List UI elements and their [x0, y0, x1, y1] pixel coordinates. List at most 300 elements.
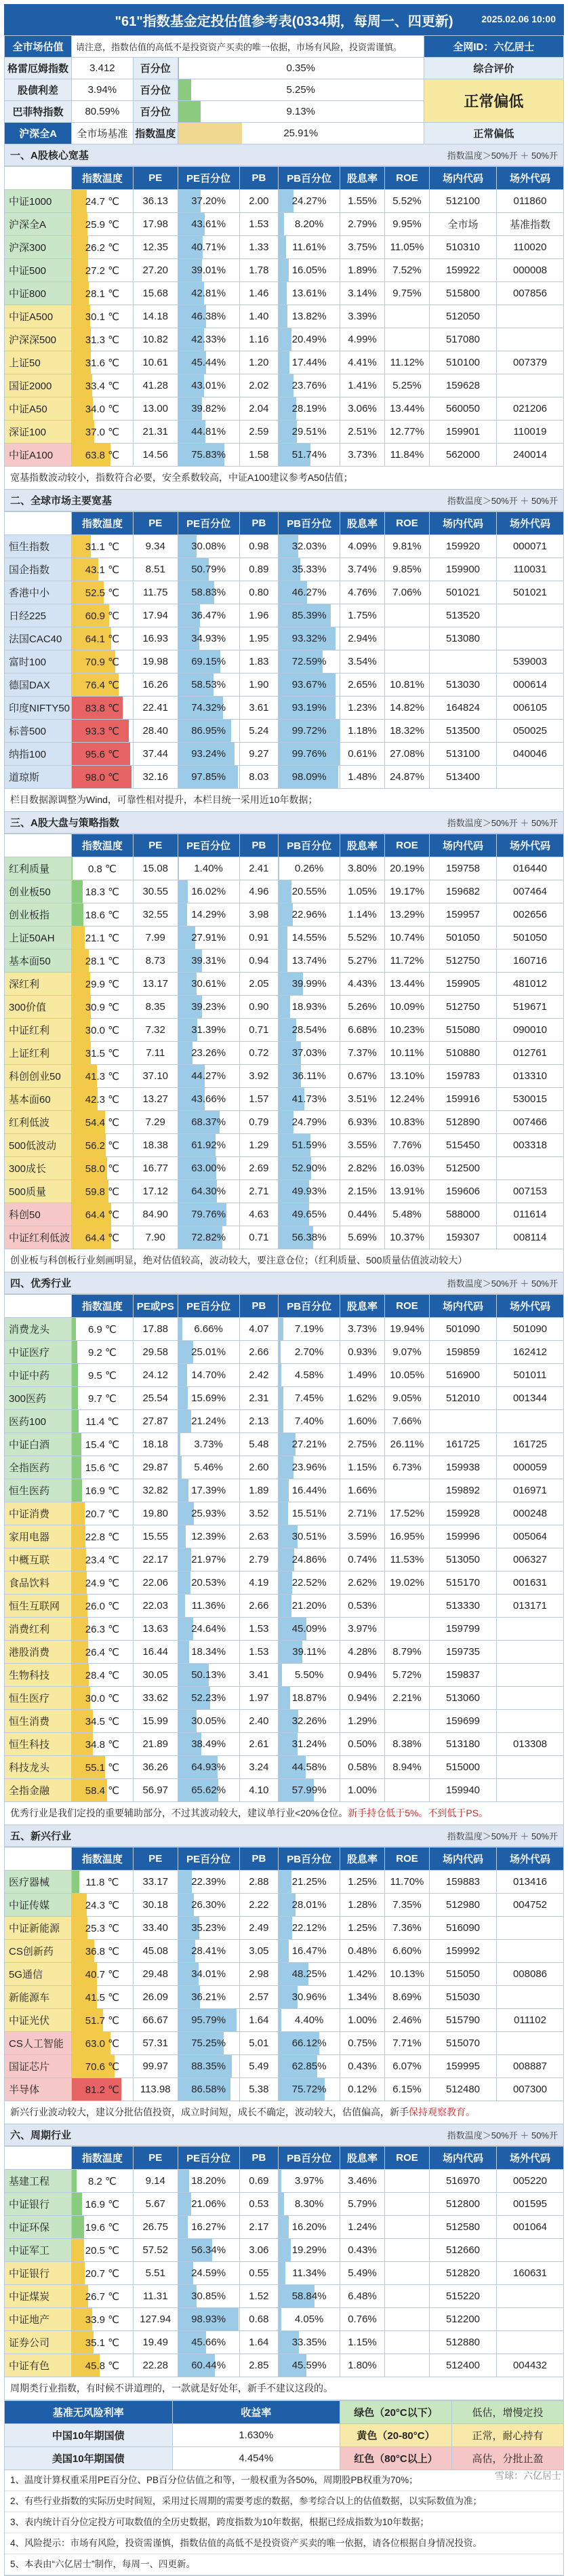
value-text: 34.5 ℃	[85, 1716, 119, 1728]
offexchange-code: 007464	[497, 880, 564, 903]
value-text: 93.19%	[292, 702, 327, 714]
roe-value: 7.06%	[385, 581, 430, 604]
index-name: 中证医疗	[5, 1341, 72, 1364]
pe-value: 32.82	[133, 1479, 178, 1502]
pb-value: 3.41	[239, 1664, 279, 1687]
dividend-yield: 3.74%	[340, 558, 385, 581]
market-row-metric: 百分位	[133, 79, 178, 101]
value-text: 11.8 ℃	[85, 1877, 119, 1888]
offexchange-code: 016440	[497, 857, 564, 880]
table-row	[5, 1779, 564, 1802]
offexchange-code	[497, 1687, 564, 1710]
header-cell: PE	[133, 834, 178, 857]
index-temperature	[72, 1687, 134, 1710]
offexchange-code: 005220	[497, 2170, 564, 2193]
onexchange-code: 588000	[430, 1203, 497, 1226]
offexchange-code: 110031	[497, 558, 564, 581]
section-legend: 指数温度＞50%开 ＋ 50%开	[447, 1276, 558, 1289]
value-text: 28.41%	[191, 1945, 226, 1957]
roe-value: 8.38%	[385, 1733, 430, 1756]
pb-percentile	[279, 1318, 340, 1341]
dividend-yield: 1.42%	[340, 1963, 385, 1986]
index-temperature	[72, 581, 134, 604]
value-bar	[72, 2193, 82, 2215]
pb-value: 2.41	[239, 857, 279, 880]
pe-value: 37.44	[133, 743, 178, 766]
value-bar	[178, 1387, 188, 1409]
onexchange-code: 516090	[430, 1917, 497, 1940]
header-cell: 场外代码	[497, 834, 564, 857]
pe-percentile	[178, 903, 239, 926]
update-date: 2025.02.06 10:00	[481, 14, 556, 24]
index-temperature	[72, 2193, 134, 2216]
pe-value: 22.03	[133, 1595, 178, 1618]
header-cell	[5, 167, 72, 190]
pb-value: 2.60	[239, 1456, 279, 1479]
onexchange-code: 159783	[430, 1065, 497, 1088]
value-text: 15.69%	[191, 1392, 226, 1404]
value-text: 16.44%	[292, 1485, 327, 1496]
onexchange-code: 510310	[430, 236, 497, 259]
pe-value: 37.10	[133, 1065, 178, 1088]
onexchange-code: 159996	[430, 1525, 497, 1548]
value-text: 8.2 ℃	[88, 2176, 117, 2187]
value-text: 20.5 ℃	[85, 2245, 119, 2257]
value-text: 98.09%	[292, 771, 327, 783]
dividend-yield: 3.80%	[340, 857, 385, 880]
dividend-yield: 3.75%	[340, 236, 385, 259]
onexchange-code: 159992	[430, 1940, 497, 1963]
value-bar	[72, 2170, 77, 2192]
onexchange-code: 510100	[430, 351, 497, 374]
value-text: 68.37%	[191, 1116, 226, 1128]
pe-percentile	[178, 1226, 239, 1249]
pb-percentile	[279, 743, 340, 766]
dividend-yield: 3.46%	[340, 2170, 385, 2193]
value-text: 64.93%	[191, 1761, 226, 1773]
pb-percentile	[279, 581, 340, 604]
table-row	[5, 880, 564, 903]
index-name: 中证A100	[5, 444, 72, 467]
offexchange-code: 539003	[497, 650, 564, 674]
index-temperature	[72, 1019, 134, 1042]
value-bar	[178, 857, 179, 880]
roe-value: 8.94%	[385, 1756, 430, 1779]
roe-value: 19.94%	[385, 1318, 430, 1341]
index-temperature	[72, 1664, 134, 1687]
value-text: 58.83%	[191, 587, 226, 598]
pb-percentile	[279, 1618, 340, 1641]
pe-percentile	[178, 1641, 239, 1664]
roe-value: 10.74%	[385, 926, 430, 950]
roe-value: 10.09%	[385, 996, 430, 1019]
index-temperature	[72, 1986, 134, 2009]
value-bar	[72, 1548, 86, 1571]
section-table	[4, 1294, 564, 1802]
value-text: 69.15%	[191, 656, 226, 667]
index-temperature	[72, 1548, 134, 1572]
pb-value: 2.61	[239, 1733, 279, 1756]
value-text: 36.21%	[191, 1991, 226, 2003]
onexchange-code: 512800	[430, 2193, 497, 2216]
index-temperature	[72, 397, 134, 421]
pb-value: 8.03	[239, 766, 279, 789]
value-bar	[72, 1387, 78, 1409]
note-text: 宽基指数波动较小，指数符合必要，安全系数较高，中证A100建议参考A50估值；	[10, 472, 353, 483]
value-text: 93.3 ℃	[85, 726, 119, 737]
pe-value: 84.90	[133, 1203, 178, 1226]
pb-percentile	[279, 880, 340, 903]
pb-value: 1.97	[239, 1687, 279, 1710]
footnote: 2、有些行业指数的实际历史时间短，采用过长周期的需要考虑的数据，参考综合以上的估值数据，以实际数值为准；	[5, 2491, 563, 2512]
dividend-yield: 3.51%	[340, 1088, 385, 1111]
pe-value: 66.67	[133, 2009, 178, 2032]
value-text: 43.66%	[191, 1093, 226, 1105]
table-row	[5, 766, 564, 789]
pe-percentile	[178, 697, 239, 720]
pe-percentile	[178, 2170, 239, 2193]
index-name: 中证红利低波	[5, 1226, 72, 1249]
header-cell: 场内代码	[430, 1848, 497, 1871]
value-text: 18.20%	[191, 2175, 226, 2187]
value-text: 18.3 ℃	[85, 886, 119, 898]
table-row	[5, 697, 564, 720]
table-row	[5, 2078, 564, 2101]
pb-value: 1.90	[239, 674, 279, 697]
value-text: 64.30%	[191, 1186, 226, 1197]
value-bar	[279, 2009, 281, 2031]
pe-value: 14.56	[133, 444, 178, 467]
market-row	[5, 58, 564, 79]
value-text: 26.4 ℃	[85, 1647, 119, 1658]
value-text: 21.06%	[191, 2198, 226, 2210]
roe-value	[385, 1618, 430, 1641]
header-cell: PB	[239, 1295, 279, 1318]
value-text: 24.86%	[292, 1554, 327, 1565]
dividend-yield: 5.79%	[340, 2193, 385, 2216]
pb-value: 2.17	[239, 2216, 279, 2239]
pe-percentile	[178, 2262, 239, 2285]
index-temperature	[72, 1364, 134, 1387]
dividend-yield: 1.00%	[340, 1779, 385, 1802]
header-cell: PB	[239, 167, 279, 190]
pb-percentile	[279, 374, 340, 397]
onexchange-code: 159758	[430, 857, 497, 880]
table-header	[5, 1295, 564, 1318]
value-text: 30.08%	[191, 541, 226, 552]
value-text: 93.24%	[191, 748, 226, 760]
dividend-yield: 6.68%	[340, 1019, 385, 1042]
value-text: 15.6 ℃	[85, 1462, 119, 1474]
pe-value: 10.82	[133, 328, 178, 351]
market-row-label: 沪深全A	[5, 123, 72, 144]
value-text: 26.3 ℃	[85, 1624, 119, 1635]
roe-value: 9.81%	[385, 535, 430, 558]
onexchange-code: 512880	[430, 2331, 497, 2354]
pb-percentile	[279, 2262, 340, 2285]
table-row	[5, 2170, 564, 2193]
pb-percentile	[279, 926, 340, 950]
pe-value: 22.06	[133, 1572, 178, 1595]
value-text: 13.61%	[292, 288, 327, 299]
index-temperature	[72, 1318, 134, 1341]
pb-value: 1.53	[239, 213, 279, 236]
header-cell: 指数温度	[72, 1848, 134, 1871]
value-text: 29.9 ℃	[85, 979, 119, 990]
value-bar	[72, 1318, 76, 1340]
value-text: 31.39%	[191, 1024, 226, 1036]
market-row-pct	[178, 58, 424, 79]
roe-value: 6.07%	[385, 2055, 430, 2078]
dividend-yield: 3.06%	[340, 397, 385, 421]
pb-percentile	[279, 1456, 340, 1479]
value-text: 16.02%	[191, 886, 226, 897]
value-text: 18.6 ℃	[85, 910, 119, 921]
pb-value: 1.33	[239, 236, 279, 259]
pb-percentile	[279, 1894, 340, 1917]
market-row-pct	[178, 101, 424, 123]
roe-value: 7.66%	[385, 1410, 430, 1433]
dividend-yield: 1.41%	[340, 374, 385, 397]
pb-percentile	[279, 2216, 340, 2239]
value-bar	[72, 880, 83, 903]
value-text: 81.2 ℃	[85, 2084, 119, 2096]
dividend-yield: 2.75%	[340, 1433, 385, 1456]
header-cell: PE	[133, 512, 178, 535]
index-temperature	[72, 1387, 134, 1410]
pe-value: 16.26	[133, 674, 178, 697]
pb-value: 0.80	[239, 581, 279, 604]
roe-value: 2.21%	[385, 1687, 430, 1710]
dividend-yield: 3.73%	[340, 444, 385, 467]
header-cell: 股息率	[340, 834, 385, 857]
value-text: 19.29%	[292, 2244, 327, 2256]
pb-value: 2.42	[239, 1364, 279, 1387]
pb-value: 1.40	[239, 305, 279, 328]
pe-value: 8.73	[133, 950, 178, 973]
bond-us: 美国10年期国债	[5, 2447, 173, 2470]
table-row	[5, 351, 564, 374]
offexchange-code: 000008	[497, 259, 564, 282]
roe-value	[385, 627, 430, 650]
pe-percentile	[178, 2032, 239, 2055]
value-text: 58.84%	[292, 2290, 327, 2302]
index-temperature	[72, 1203, 134, 1226]
legend-yellow-meaning: 正常，耐心持有	[452, 2424, 564, 2447]
value-text: 31.5 ℃	[85, 1048, 119, 1059]
pb-percentile	[279, 1572, 340, 1595]
value-text: 99.76%	[292, 748, 327, 760]
onexchange-code: 515050	[430, 1963, 497, 1986]
index-temperature	[72, 2331, 134, 2354]
value-bar	[279, 1572, 292, 1594]
table-row	[5, 1088, 564, 1111]
pb-percentile	[279, 1203, 340, 1226]
pe-value: 19.80	[133, 1502, 178, 1525]
value-text: 93.32%	[292, 633, 327, 644]
onexchange-code: 159307	[430, 1226, 497, 1249]
pb-percentile	[279, 1963, 340, 1986]
index-name: 中证中药	[5, 1364, 72, 1387]
table-row	[5, 305, 564, 328]
value-text: 31.24%	[292, 1738, 327, 1750]
value-text: 27.91%	[191, 932, 226, 943]
pe-percentile	[178, 857, 239, 880]
value-bar	[178, 1871, 192, 1893]
pb-percentile	[279, 213, 340, 236]
index-temperature	[72, 2262, 134, 2285]
pe-percentile	[178, 1502, 239, 1525]
offexchange-code: 012761	[497, 1042, 564, 1065]
pb-value: 2.63	[239, 1525, 279, 1548]
pb-value: 2.31	[239, 1387, 279, 1410]
onexchange-code: 159628	[430, 374, 497, 397]
value-text: 7.19%	[295, 1323, 324, 1335]
value-text: 25.91%	[283, 128, 318, 139]
pe-value: 17.88	[133, 1318, 178, 1341]
pe-value: 13.63	[133, 1618, 178, 1641]
market-row	[5, 79, 564, 101]
pb-percentile	[279, 1364, 340, 1387]
pb-percentile	[279, 903, 340, 926]
header-cell: PE百分位	[178, 1848, 239, 1871]
pe-percentile	[178, 190, 239, 213]
value-text: 4.05%	[295, 2314, 324, 2325]
pb-percentile	[279, 1871, 340, 1894]
dividend-yield: 1.28%	[340, 1894, 385, 1917]
onexchange-code: 501021	[430, 581, 497, 604]
value-text: 58.53%	[191, 679, 226, 690]
roe-value	[385, 2331, 430, 2354]
value-text: 35.23%	[191, 1922, 226, 1934]
index-temperature	[72, 1733, 134, 1756]
table-row	[5, 857, 564, 880]
value-text: 17.44%	[292, 357, 327, 368]
value-text: 36.47%	[191, 610, 226, 621]
roe-value: 7.71%	[385, 2032, 430, 2055]
pe-value: 9.34	[133, 535, 178, 558]
table-row	[5, 674, 564, 697]
dividend-yield: 4.09%	[340, 535, 385, 558]
value-text: 11.36%	[192, 1600, 226, 1612]
pb-value: 1.20	[239, 351, 279, 374]
roe-value: 11.12%	[385, 351, 430, 374]
pb-value: 2.05	[239, 973, 279, 996]
value-text: 18.87%	[292, 1692, 327, 1704]
offexchange-code: 001631	[497, 1572, 564, 1595]
value-text: 85.39%	[292, 610, 327, 621]
index-temperature	[72, 2239, 134, 2262]
onexchange-code: 164824	[430, 697, 497, 720]
value-bar	[178, 880, 188, 903]
index-name: 基本面60	[5, 1088, 72, 1111]
dividend-yield: 6.93%	[340, 1111, 385, 1134]
pb-percentile	[279, 282, 340, 305]
section-title	[4, 144, 564, 166]
index-name: 500低波动	[5, 1134, 72, 1157]
index-temperature	[72, 282, 134, 305]
roe-value	[385, 1479, 430, 1502]
pb-percentile	[279, 950, 340, 973]
pe-value: 7.32	[133, 1019, 178, 1042]
value-text: 62.85%	[292, 2061, 327, 2072]
market-row-label: 巴菲特指数	[5, 101, 72, 123]
onexchange-code: 513180	[430, 1733, 497, 1756]
pe-percentile	[178, 1203, 239, 1226]
pb-percentile	[279, 421, 340, 444]
market-row-pct	[178, 123, 424, 144]
dividend-yield: 1.15%	[340, 2331, 385, 2354]
pb-value: 2.49	[239, 1917, 279, 1940]
index-temperature	[72, 213, 134, 236]
offexchange-code: 000248	[497, 1502, 564, 1525]
pe-percentile	[178, 2009, 239, 2032]
pe-value: 22.28	[133, 2354, 178, 2377]
roe-value: 10.23%	[385, 1019, 430, 1042]
dividend-yield: 3.14%	[340, 282, 385, 305]
dividend-yield: 5.26%	[340, 996, 385, 1019]
value-bar	[279, 996, 290, 1018]
onexchange-code: 512400	[430, 2354, 497, 2377]
dividend-yield: 2.82%	[340, 1157, 385, 1180]
value-text: 30.9 ℃	[85, 1002, 119, 1013]
market-row-label: 股债利差	[5, 79, 72, 101]
header-cell: 场外代码	[497, 1848, 564, 1871]
pb-value: 3.06	[239, 2239, 279, 2262]
value-bar	[178, 1318, 182, 1340]
value-bar	[72, 926, 85, 949]
index-temperature	[72, 1088, 134, 1111]
pb-value: 1.46	[239, 282, 279, 305]
roe-value: 20.19%	[385, 857, 430, 880]
value-text: 37.0 ℃	[85, 427, 119, 438]
pb-percentile	[279, 2170, 340, 2193]
value-text: 34.8 ℃	[85, 1739, 119, 1751]
value-text: 43.1 ℃	[85, 564, 119, 576]
roe-value: 19.17%	[385, 880, 430, 903]
onexchange-code: 512980	[430, 1894, 497, 1917]
offexchange-code: 240014	[497, 444, 564, 467]
index-name: 中证500	[5, 259, 72, 282]
value-text: 18.34%	[191, 1646, 226, 1658]
pb-percentile	[279, 1779, 340, 1802]
pe-value: 13.27	[133, 1088, 178, 1111]
offexchange-code: 基准指数	[497, 213, 564, 236]
pe-percentile	[178, 1088, 239, 1111]
roe-value	[385, 604, 430, 627]
value-text: 64.1 ℃	[85, 633, 119, 645]
pb-percentile	[279, 697, 340, 720]
onexchange-code: 159905	[430, 973, 497, 996]
market-row-value: 3.412	[72, 58, 134, 79]
pe-percentile	[178, 720, 239, 743]
index-name: 全指医药	[5, 1456, 72, 1479]
pe-percentile	[178, 581, 239, 604]
header-cell: ROE	[385, 1848, 430, 1871]
pe-percentile	[178, 2078, 239, 2101]
index-name: 中证传媒	[5, 1894, 72, 1917]
onexchange-code: 159606	[430, 1180, 497, 1203]
value-text: 41.5 ℃	[85, 1992, 119, 2004]
pe-value: 13.17	[133, 973, 178, 996]
value-text: 97.85%	[191, 771, 226, 783]
onexchange-code: 513500	[430, 720, 497, 743]
value-text: 21.1 ℃	[85, 933, 119, 944]
header-cell: PB百分位	[279, 167, 340, 190]
value-bar	[72, 857, 73, 880]
index-name: 食品饮料	[5, 1572, 72, 1595]
pb-value: 2.66	[239, 1595, 279, 1618]
